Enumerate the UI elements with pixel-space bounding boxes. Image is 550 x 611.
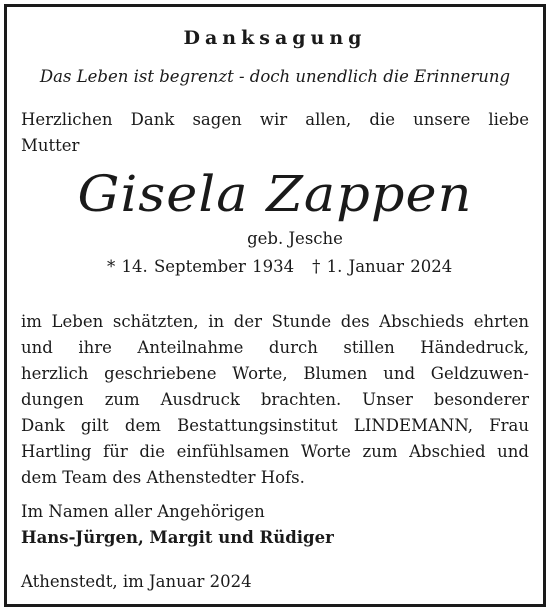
intro-line: Herzlichen Dank sagen wir allen, die unsere liebe [21, 110, 529, 129]
body-line: herzlich geschriebene Worte, Blumen und Geldzuwen- [21, 364, 529, 383]
intro-text [21, 107, 529, 159]
body-line: und ihre Anteilnahme durch stillen Händedruck, [21, 338, 529, 357]
place-date: Athenstedt, im Januar 2024 [21, 572, 252, 591]
notice-title: Danksagung [183, 27, 367, 49]
deceased-name: Gisela Zappen [77, 165, 473, 223]
motto: Das Leben ist begrenzt - doch unendlich die Erinnerung [39, 67, 511, 86]
birth-date: * 14. September 1934 [107, 257, 295, 276]
body-line: dem Team des Athenstedter Hofs. [21, 468, 305, 487]
body-line: Hartling für die einfühlsamen Worte zum Abschied und [21, 442, 529, 461]
intro-line: Mutter [21, 136, 80, 155]
maiden-name: geb. Jesche [247, 229, 343, 248]
life-dates [107, 257, 452, 276]
obituary-notice [4, 4, 546, 607]
body-line: im Leben schätzten, in der Stunde des Abschieds ehrten [21, 312, 529, 331]
body-line: dungen zum Ausdruck brachten. Unser besonderer [21, 390, 529, 409]
body-line: Dank gilt dem Bestattungsinstitut LINDEMANN, Frau [21, 416, 529, 435]
body-text [21, 309, 529, 491]
death-date: † 1. Januar 2024 [312, 257, 453, 276]
closing-line: Im Namen aller Angehörigen [21, 502, 265, 521]
signatories: Hans-Jürgen, Margit und Rüdiger [21, 528, 334, 547]
